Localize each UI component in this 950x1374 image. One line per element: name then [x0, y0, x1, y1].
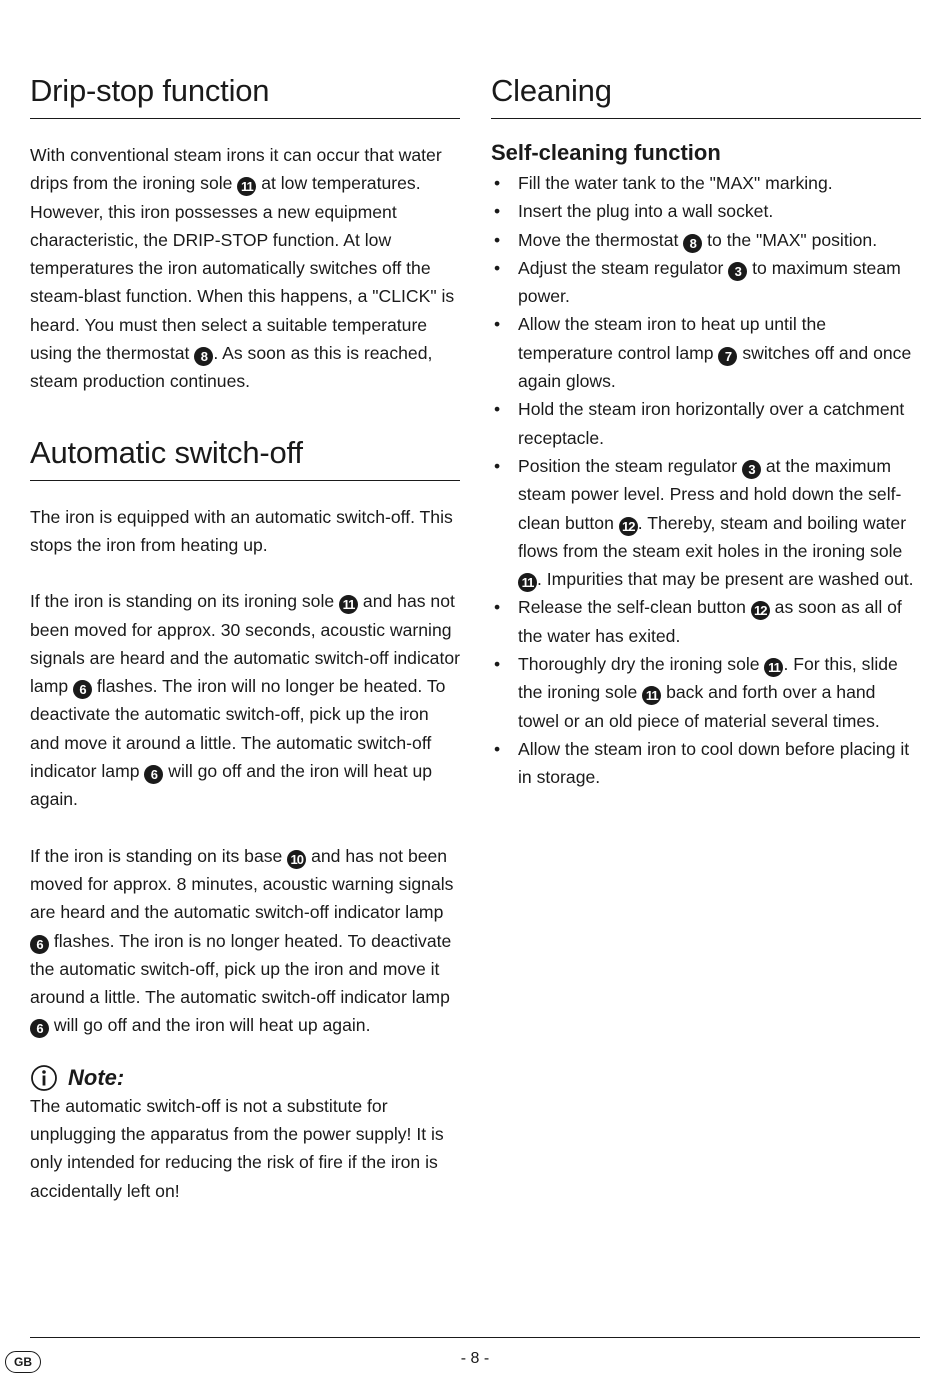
part-number-marker: 7	[718, 347, 737, 366]
part-number-marker: 6	[30, 935, 49, 954]
list-item: • Position the steam regulator 3 at the maximum steam power level. Press and hold down the self-clean button 12 . Thereby, steam and boiling water flows from the steam exit holes in the ironing sole 11 . Impurities that may be present are washed out.	[491, 452, 921, 593]
list-item: • Release the self-clean button 12 as soon as all of the water has exited.	[491, 593, 921, 650]
part-number-marker: 3	[742, 460, 761, 479]
note-heading	[30, 1064, 460, 1092]
part-number-marker: 8	[683, 234, 702, 253]
part-number-marker: 6	[73, 680, 92, 699]
auto-off-section	[30, 432, 460, 1205]
list-item: • Hold the steam iron horizontally over a catchment receptacle.	[491, 395, 921, 452]
list-item: • Allow the steam iron to heat up until the temperature control lamp 7 switches off and once again glows.	[491, 310, 921, 395]
list-item: • Insert the plug into a wall socket.	[491, 197, 921, 225]
drip-stop-title: Drip-stop function	[30, 70, 460, 119]
list-item: • Thoroughly dry the ironing sole 11 . For this, slide the ironing sole 11 back and forth over a hand towel or an old piece of material several times.	[491, 650, 921, 735]
list-item: • Move the thermostat 8 to the "MAX" position.	[491, 226, 921, 254]
info-icon	[30, 1064, 58, 1092]
language-badge: GB	[5, 1351, 41, 1373]
part-number-marker: 8	[194, 347, 213, 366]
part-number-marker: 12	[751, 601, 770, 620]
self-cleaning-subtitle: Self-cleaning function	[491, 140, 721, 165]
list-item: • Fill the water tank to the "MAX" marking.	[491, 169, 921, 197]
part-number-marker: 11	[764, 658, 783, 677]
list-item: • Allow the steam iron to cool down before placing it in storage.	[491, 735, 921, 792]
auto-off-paragraph-3: If the iron is standing on its base 10 and has not been moved for approx. 8 minutes, acoustic warning signals are heard and the automatic switch-off indicator lamp 6 flashes. The iron is no longer heated. To deactivate the automatic switch-off, pick up the iron and move it around a little. The automatic switch-off indicator lamp 6 will go off and the iron will heat up again.	[30, 845, 454, 1037]
footer-rule	[30, 1337, 920, 1338]
part-number-marker: 12	[619, 517, 638, 536]
right-column	[491, 70, 921, 792]
auto-off-paragraph-1: The iron is equipped with an automatic switch-off. This stops the iron from heating up.	[30, 506, 453, 555]
left-column	[30, 70, 460, 1241]
part-number-marker: 11	[518, 573, 537, 592]
part-number-marker: 6	[30, 1019, 49, 1038]
list-item: • Adjust the steam regulator 3 to maximum steam power.	[491, 254, 921, 311]
part-number-marker: 11	[339, 595, 358, 614]
part-number-marker: 11	[642, 686, 661, 705]
part-number-marker: 3	[728, 262, 747, 281]
cleaning-title: Cleaning	[491, 70, 921, 119]
part-number-marker: 11	[237, 177, 256, 196]
note-text: The automatic switch-off is not a substitute for unplugging the apparatus from the power supply! It is only intended for reducing the risk of fire if the iron is accidentally left on!	[30, 1095, 444, 1201]
self-cleaning-steps	[491, 169, 921, 792]
auto-off-title: Automatic switch-off	[30, 432, 460, 481]
page-number: - 8 -	[460, 1350, 490, 1367]
note-label: Note:	[68, 1064, 125, 1090]
part-number-marker: 6	[144, 765, 163, 784]
part-number-marker: 10	[287, 850, 306, 869]
drip-stop-paragraph: With conventional steam irons it can occur that water drips from the ironing sole 11 at low temperatures. However, this iron possesses a new equipment characteristic, the DRIP-STOP function. At low temperatures the iron automatically switches off the steam-blast function. When this happens, a "CLICK" is heard. You must then select a suitable temperature using the thermostat 8 . As soon as this is reached, steam production continues.	[30, 145, 455, 392]
drip-stop-section	[30, 70, 460, 396]
auto-off-paragraph-2: If the iron is standing on its ironing sole 11 and has not been moved for approx. 30 seconds, acoustic warning signals are heard and the automatic switch-off indicator lamp 6 flashes. The iron will no longer be heated. To deactivate the automatic switch-off, pick up the iron and move it around a little. The automatic switch-off indicator lamp 6 will go off and the iron will heat up again.	[30, 591, 460, 810]
